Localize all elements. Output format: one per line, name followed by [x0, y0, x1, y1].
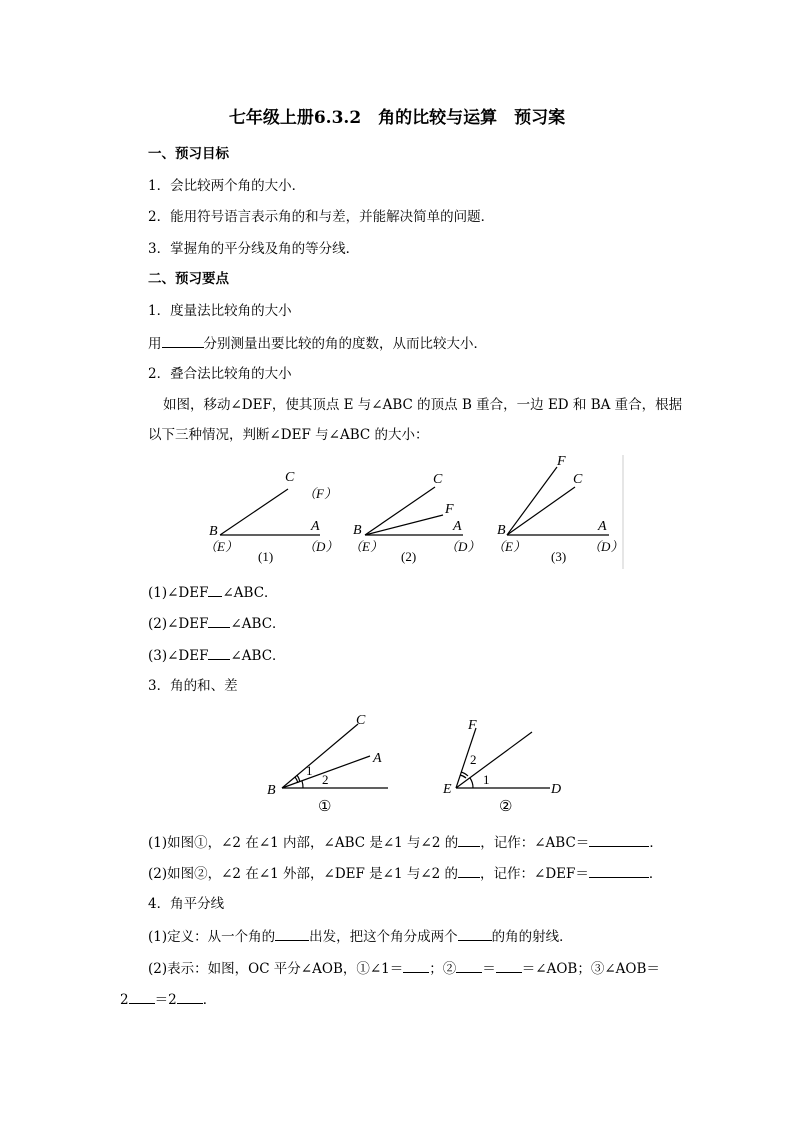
figB-label-e: E [443, 782, 452, 797]
figA-label-b: B [267, 783, 276, 798]
angle-sum-figures [260, 710, 580, 816]
fig2-label-f: F [445, 502, 454, 517]
fig3-label-a: A [598, 519, 607, 534]
answer-blank[interactable] [177, 989, 203, 1004]
figB-label-f: F [468, 718, 477, 733]
sum-question-2: (2)如图②，∠2 在∠1 外部，∠DEF 是∠1 与∠2 的 ，记作：∠DEF＝ ． [148, 863, 662, 883]
point-3-heading: 3．角的和、差 [148, 678, 238, 694]
answer-blank[interactable] [208, 645, 230, 660]
fig2-label-d: （D） [445, 539, 481, 554]
answer-blank[interactable] [589, 863, 649, 878]
point-2-heading: 2．叠合法比较角的大小 [148, 366, 292, 382]
figB-angle-1: 1 [483, 772, 490, 787]
figA-label-c: C [356, 713, 366, 728]
fig2-label-e: （E） [349, 539, 383, 554]
fig1-label-e: （E） [204, 539, 238, 554]
page-title: 七年级上册6.3.2 角的比较与运算 预习案 [228, 108, 566, 128]
answer-blank[interactable] [208, 582, 222, 597]
answer-blank[interactable] [458, 832, 480, 847]
fig2-label-c: C [433, 472, 443, 487]
section-heading-points: 二、预习要点 [148, 271, 229, 287]
figB-number: ② [499, 799, 513, 815]
fig2-label-a: A [453, 519, 462, 534]
figA-label-a: A [373, 751, 382, 766]
answer-blank[interactable] [129, 989, 155, 1004]
point-2-text-1: 如图，移动∠DEF，使其顶点 E 与∠ABC 的顶点 B 重合，一边 ED 和 BA 重合，根据 [163, 397, 683, 413]
figB-label-d: D [551, 782, 562, 797]
overlap-figures [195, 453, 635, 571]
answer-blank[interactable] [496, 958, 522, 973]
section-heading-goals: 一、预习目标 [148, 146, 229, 162]
compare-1: (1)∠DEF ∠ABC． [148, 582, 278, 602]
fig1-label-b: B [209, 524, 218, 539]
answer-blank[interactable] [162, 333, 204, 348]
fig3-label-d: （D） [588, 539, 624, 554]
fig1-label-c: C [285, 470, 295, 485]
fig3-label-f: F [557, 454, 566, 469]
answer-blank[interactable] [458, 863, 480, 878]
point-2-text-2: 以下三种情况，判断∠DEF 与∠ABC 的大小： [148, 427, 429, 443]
figB-angle-2: 2 [470, 752, 477, 767]
fig2-number: (2) [401, 549, 417, 564]
fig3-label-c: C [573, 472, 583, 487]
figA-angle-2: 2 [322, 772, 329, 787]
answer-blank[interactable] [275, 926, 309, 941]
bisector-definition: (1)定义：从一个角的 出发，把这个角分成两个 的角的射线． [148, 926, 573, 946]
fig1-label-d: （D） [303, 539, 339, 554]
answer-blank[interactable] [456, 958, 482, 973]
answer-blank[interactable] [403, 958, 429, 973]
point-4-heading: 4．角平分线 [148, 896, 225, 912]
compare-2: (2)∠DEF ∠ABC． [148, 613, 286, 633]
goal-item-3: 3．掌握角的平分线及角的等分线． [148, 241, 360, 257]
fig3-number: (3) [551, 549, 567, 564]
answer-blank[interactable] [458, 926, 492, 941]
fig1-number: (1) [258, 549, 274, 564]
fig1-label-f: （F） [303, 486, 337, 501]
goal-item-1: 1．会比较两个角的大小． [148, 178, 306, 194]
fig1-label-a: A [311, 519, 320, 534]
sum-question-1: (1)如图①，∠2 在∠1 内部，∠ABC 是∠1 与∠2 的 ，记作：∠ABC＝ ． [148, 832, 663, 852]
fig2-label-b: B [353, 523, 362, 538]
answer-blank[interactable] [589, 832, 649, 847]
goal-item-2: 2．能用符号语言表示角的和与差，并能解决简单的问题． [148, 209, 495, 225]
fig3-label-b: B [497, 523, 506, 538]
answer-blank[interactable] [208, 613, 230, 628]
compare-3: (3)∠DEF ∠ABC． [148, 645, 286, 665]
bisector-representation-cont: 2 ＝2 ． [120, 989, 216, 1009]
point-1-heading: 1．度量法比较角的大小 [148, 303, 292, 319]
fig3-label-e: （E） [492, 539, 526, 554]
point-1-text: 用 分别测量出要比较的角的度数，从而比较大小． [148, 333, 487, 353]
figA-number: ① [318, 799, 332, 815]
figA-angle-1: 1 [306, 763, 313, 778]
bisector-representation: (2)表示：如图，OC 平分∠AOB，①∠1＝ ；② ＝ ＝∠AOB；③∠AOB＝ [148, 958, 660, 978]
